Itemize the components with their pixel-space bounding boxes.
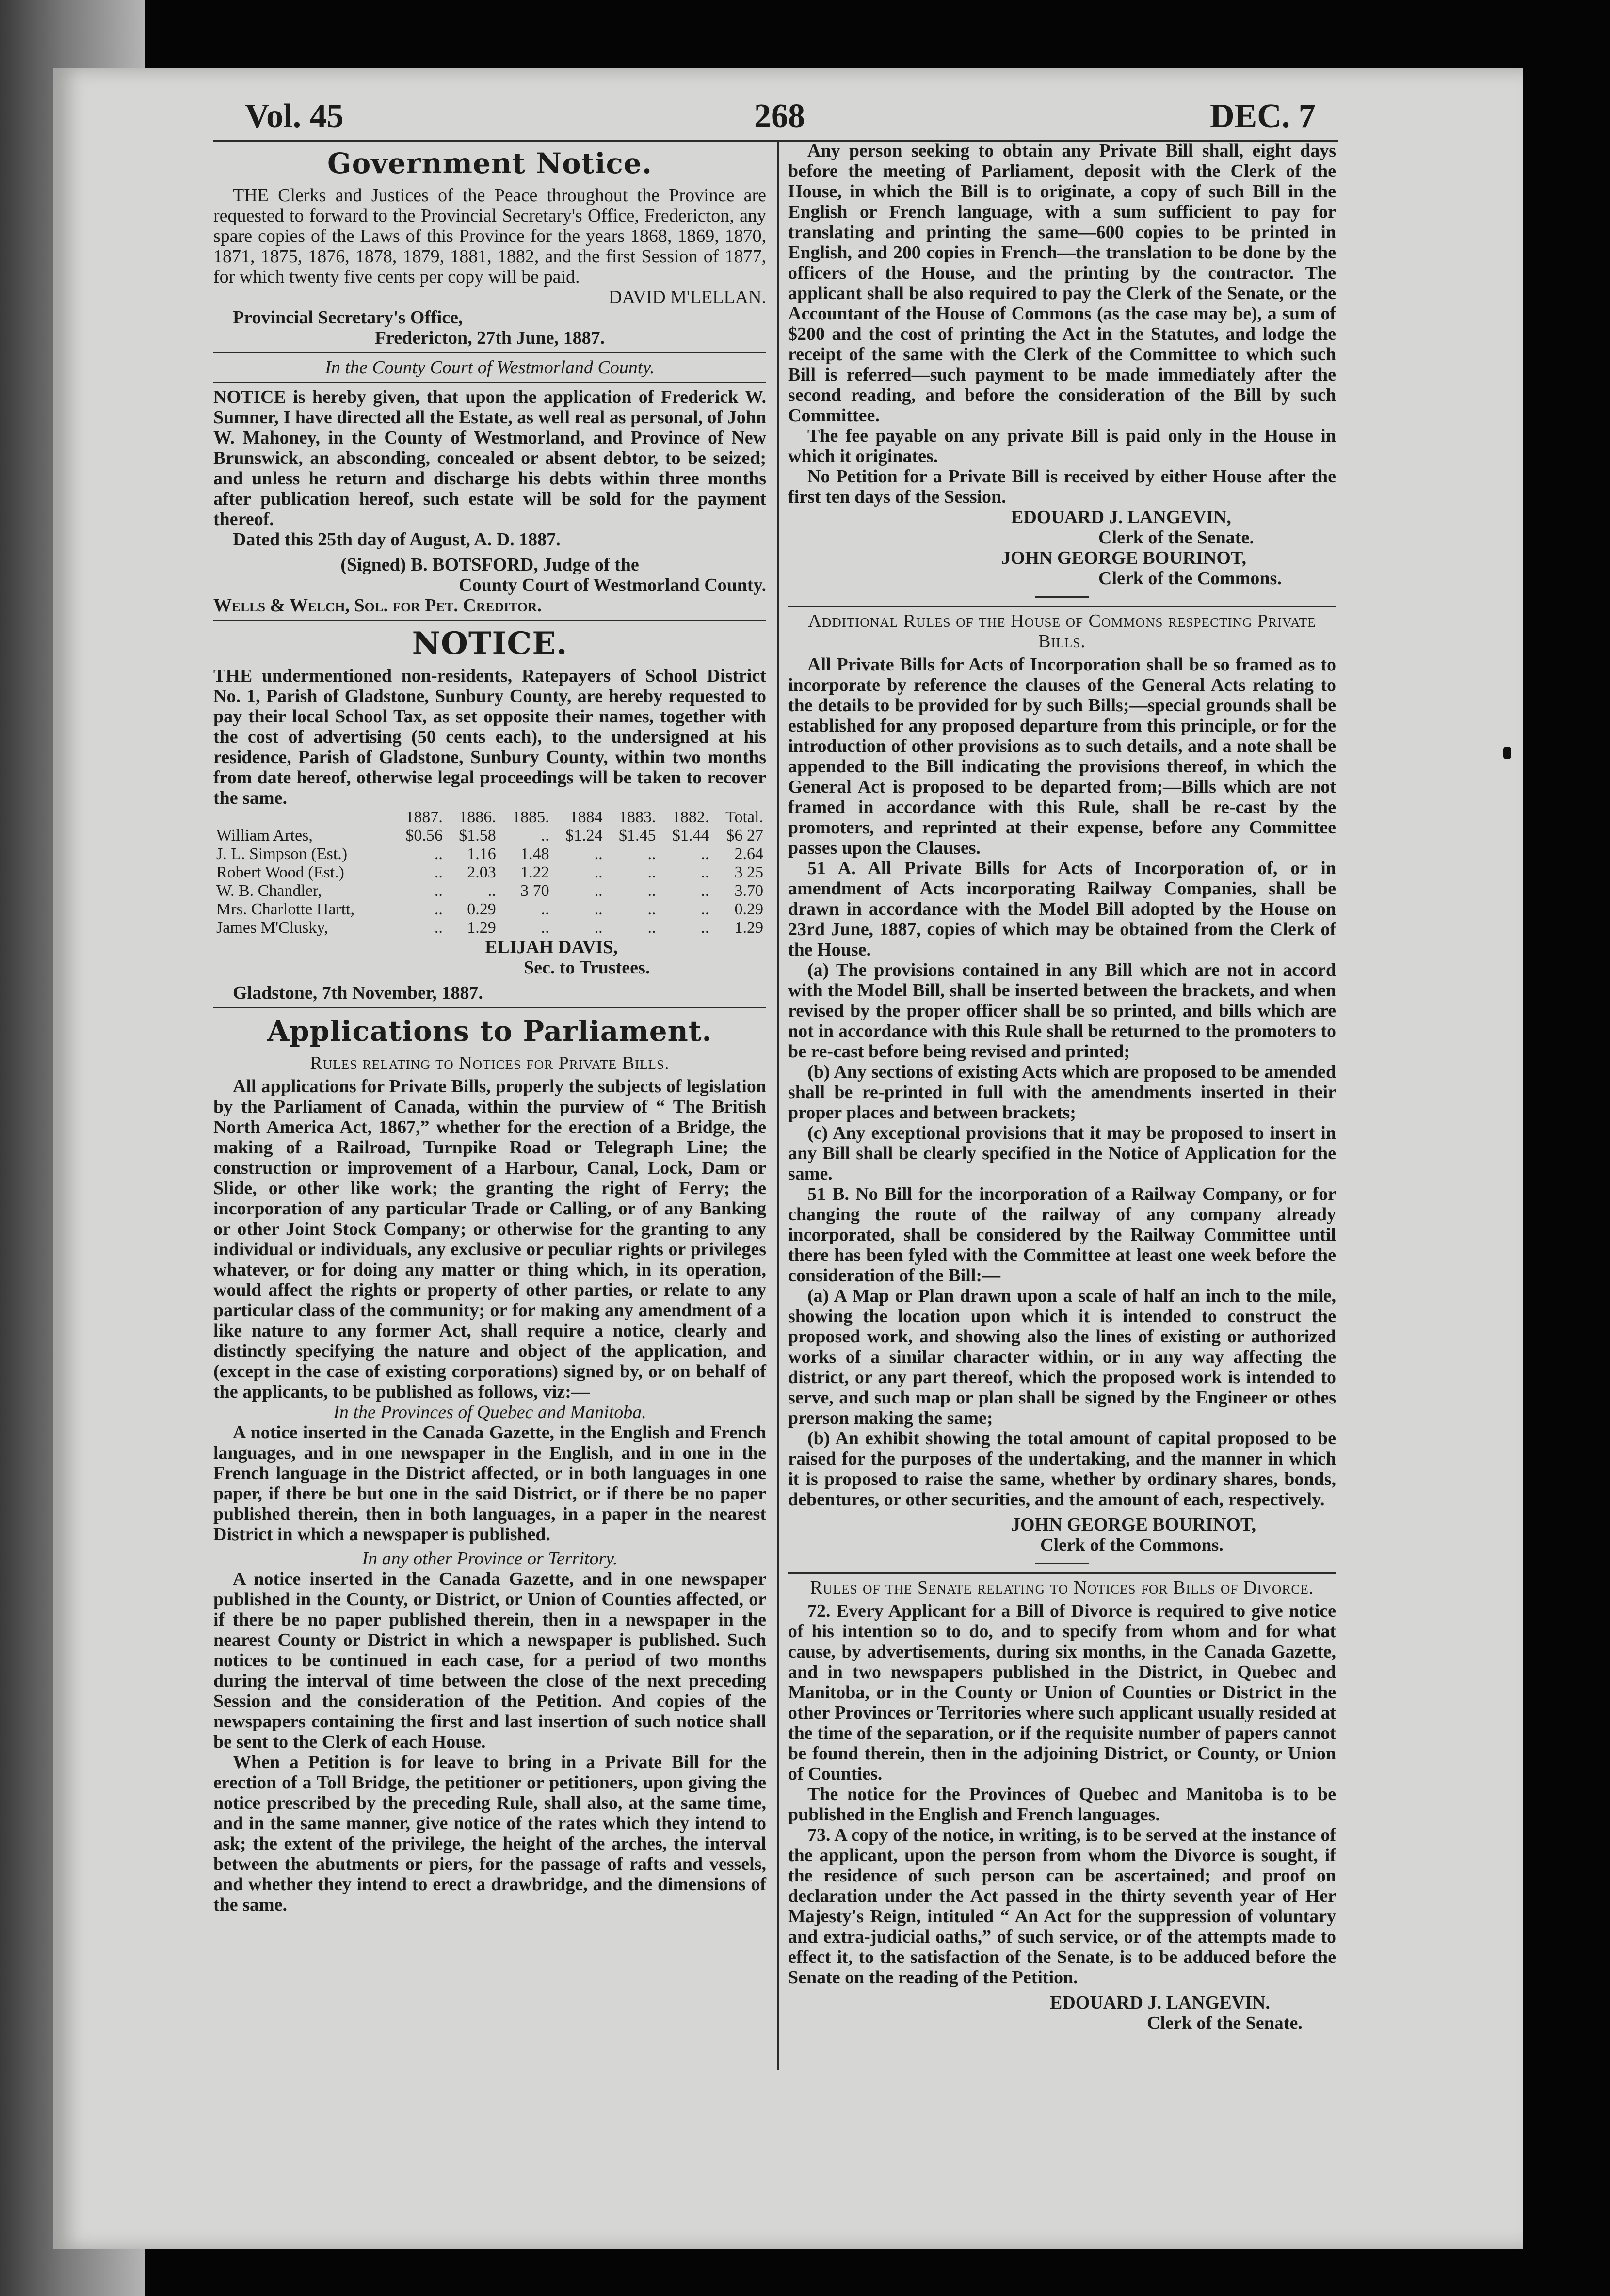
tax-table-row [213,827,766,845]
commons-clerk-signature: JOHN GEORGE BOURINOT, [1001,548,1246,568]
tax-amount: .. [434,845,443,863]
commons-clerk-title: Clerk of the Commons. [1098,568,1282,589]
tax-amount: .. [701,845,709,863]
rule-51b: 51 B. No Bill for the incorporation of a Railway Company, or for changing the route of the railway of any company already incorporated, shall be considered by the Railway Committee until there has been fyled with the Committee at least one week before the consideration of the Bill:— [788,1184,1336,1286]
tax-amount: .. [647,900,656,918]
tax-notice-place-date: Gladstone, 7th November, 1887. [233,983,483,1003]
tax-column-header [213,808,392,827]
court-notice-signed-title: County Court of Westmorland County. [459,575,766,595]
additional-rules-heading: Additional Rules of the House of Commons respecting Private Bills. [808,611,1316,652]
section-rule [788,1572,1336,1574]
tax-amount: .. [541,827,549,845]
rule-51b-a: (a) A Map or Plan drawn upon a scale of half an inch to the mile, showing the location upon which it is intended to construct the proposed work, and showing also the lines of existing or authorized works of a similar character within, or in any way affecting the district, or any part thereof, which the proposed work is intended to serve, and such map or plan shall be signed by the Engineer or othes prerson making the same; [788,1286,1336,1428]
additional-rule-paragraph: All Private Bills for Acts of Incorporation shall be so framed as to incorporate by reference the clauses of the General Acts relating to the details to be provided for by such Bills;—special grounds shall be established for any proposed departure from this principle, or for the introduction of other provisions as to such details, and a note shall be appended to the Bill indicating the provisions thereof, in which the General Act is proposed to be departed from;—Bills which are not framed in accordance with this Rule, shall be re-cast by the promoters, and reprinted at their expense, before any Committee passes upon the Clauses. [788,654,1336,858]
ratepayer-name: J. L. Simpson (Est.) [216,845,348,863]
tax-amount: 2.64 [734,845,763,863]
page-number: 268 [754,97,805,135]
senate-clerk-title: Clerk of the Senate. [1098,527,1254,548]
senate-rule-72: 72. Every Applicant for a Bill of Divorce is required to give notice of his intention so to do, and to specify from whom and for what cause, by advertisements, during six months, in the Canada Gazette, and in two newspapers published in the District, in Quebec and Manitoba, or in the County or Union of Counties or District in the other Provinces or Territories where such applicant usually resided at the time of the separation, or if the requisite number of papers cannot be found therein, then in the adjoining District, or County, or Union of Counties. [788,1601,1336,1784]
court-notice-body: NOTICE is hereby given, that upon the application of Frederick W. Sumner, I have directed all the Estate, as well real as personal, of John W. Mahoney, in the County of Westmorland, and Province of New Brunswick, an absconding, concealed or absent debtor, to be seized; and unless he return and discharge his debts within three months after publication hereof, such estate will be sold for the payment thereof. [213,387,766,529]
left-column [213,141,766,2099]
tax-amount: $6 27 [726,827,763,845]
ratepayer-name: Robert Wood (Est.) [216,863,344,881]
tax-amount: .. [701,919,709,937]
ratepayer-name: Mrs. Charlotte Hartt, [216,900,355,918]
section-rule [213,382,766,383]
tax-amount: .. [594,900,603,918]
column-divider [777,141,779,2070]
tax-table-row [213,863,766,882]
tax-amount: 1.48 [520,845,549,863]
tax-amount: 1.16 [467,845,496,863]
separator-dash [1035,1563,1089,1564]
tax-column-header: 1884 [569,808,603,826]
tax-amount: .. [487,882,496,900]
tax-amount: 3 25 [734,863,763,881]
tax-column-header: Total. [725,808,763,826]
tax-amount: .. [434,919,443,937]
court-notice-heading: In the County Court of Westmorland County. [325,357,655,378]
tax-amount: .. [594,882,603,900]
rule-51b-b: (b) An exhibit showing the total amount of capital proposed to be raised for the purposes of the undertaking, and the manner in which it is proposed to raise the same, whether by ordinary shares, bonds, debentures, or other securities, and the amount of each, respectively. [788,1428,1336,1510]
tax-amount: 3.70 [734,882,763,900]
gov-notice-title: Government Notice. [327,147,652,180]
tax-amount: .. [701,900,709,918]
ratepayer-name: William Artes, [216,827,313,845]
tax-amount: .. [701,863,709,881]
applications-subheading-1: In the Provinces of Quebec and Manitoba. [333,1402,646,1422]
tax-amount: .. [647,863,656,881]
commons-clerk-title-2: Clerk of the Commons. [1040,1535,1224,1555]
gov-notice-body: THE Clerks and Justices of the Peace throughout the Province are requested to forward to the Provincial Secretary's Office, Fredericton, any spare copies of the Laws of this Province for the years 1868, 1869, 1870, 1871, 1875, 1876, 1878, 1879, 1881, 1882, and the first Session of 1877, for which twenty five cents per copy will be paid. [213,185,766,287]
fee-paragraph: The fee payable on any private Bill is paid only in the House in which it originates. [788,426,1336,466]
tax-column-header: 1887. [405,808,443,826]
tax-table-row [213,919,766,937]
rule-51a-b: (b) Any sections of existing Acts which are proposed to be amended shall be re-printed in full with the amendments inserted in their proper places and between brackets; [788,1062,1336,1123]
tax-notice-signature: ELIJAH DAVIS, [485,937,618,957]
senate-clerk-signature: EDOUARD J. LANGEVIN, [1011,507,1231,527]
tax-table-row [213,845,766,863]
section-rule [213,620,766,621]
tax-amount: .. [541,900,549,918]
volume-number: Vol. 45 [245,97,344,135]
section-rule [213,1007,766,1008]
tax-amount: 1.22 [520,863,549,881]
court-notice-dated: Dated this 25th day of August, A. D. 1887. [233,529,561,550]
deposit-paragraph: Any person seeking to obtain any Private Bill shall, eight days before the meeting of Parliament, deposit with the Clerk of the House, in which the Bill is to originate, a copy of such Bill in the English or French language, with a sum sufficient to pay for translating and printing the same—600 copies to be printed in English, and 200 copies in French—the translation to be done by the officers of the House, and the printing by the contractor. The applicant shall be also required to pay the Clerk of the Senate, or the Accountant of the House of Commons (as the case may be), a sum of $200 and the cost of printing the Act in the Statutes, and lodge the receipt of the same with the Clerk of the Committee to which such Bill is referred—such payment to be made immediately after the second reading, and before the consideration of the Bill by such Committee. [788,141,1336,426]
tax-amount: $1.44 [672,827,709,845]
tax-amount: 1.29 [467,919,496,937]
tax-amount: .. [434,900,443,918]
senate-notice-languages: The notice for the Provinces of Quebec and Manitoba is to be published in the English and French languages. [788,1784,1336,1825]
applications-title: Applications to Parliament. [267,1015,712,1048]
tax-amount: .. [434,882,443,900]
tax-column-header: 1885. [512,808,549,826]
tax-notice-signature-title: Sec. to Trustees. [524,957,650,978]
tax-amount: $0.56 [405,827,443,845]
tax-column-header: 1882. [672,808,709,826]
court-notice-signed: (Signed) B. BOTSFORD, Judge of the [340,555,639,575]
gov-notice-signature: DAVID M'LELLAN. [609,287,766,307]
tax-column-header: 1883. [618,808,656,826]
tax-table-row [213,900,766,919]
tax-amount: 0.29 [734,900,763,918]
tax-amount: 3 70 [520,882,549,900]
ratepayer-name: W. B. Chandler, [216,882,322,900]
commons-clerk-signature-2: JOHN GEORGE BOURINOT, [1011,1515,1256,1535]
tax-amount: $1.58 [459,827,496,845]
tax-amount: 1.29 [734,919,763,937]
rules-heading: Rules relating to Notices for Private Bills. [310,1053,670,1073]
tax-amount: .. [541,919,549,937]
applications-paragraph-3: A notice inserted in the Canada Gazette, and in one newspaper published in the County, or District, or Union of Counties affected, or if there be no paper published therein, then in a newspaper in the nearest County or District in which a newspaper is published. Such notices to be continued in each case, for a period of two months during the interval of time between the close of the next preceding Session and the consideration of the Petition. And copies of the newspapers containing the first and last insertion of such notice shall be sent to the Clerk of each House. [213,1569,766,1752]
gov-notice-office: Provincial Secretary's Office, [233,307,463,328]
tax-table-row [213,882,766,900]
tax-amount: .. [594,863,603,881]
applications-paragraph-2: A notice inserted in the Canada Gazette, in the English and French languages, and in one newspaper in the English, and in one in the French language in the District affected, or in both languages in one paper, if there be but one in the said District, or if there be no paper published therein, then in both languages, in a paper in the nearest District in which a newspaper is published. [213,1422,766,1545]
senate-rules-heading: Rules of the Senate relating to Notices for Bills of Divorce. [810,1578,1314,1598]
court-notice-solicitor: Wells & Welch, Sol. for Pet. Creditor. [213,595,542,616]
right-column [788,141,1336,2099]
senate-rule-73: 73. A copy of the notice, in writing, is to be served at the instance of the applicant, upon the person from whom the Divorce is sought, if the residence of such person can be ascertained; and proof on declaration under the Act passed in the thirty seventh year of Her Majesty's Reign, intituled “ An Act for the suppression of voluntary and extra-judicial oaths,” of such service, or of the attempts made to effect it, to the satisfaction of the Senate, is to be adduced before the Senate on the reading of the Petition. [788,1825,1336,1988]
senate-clerk-title-2: Clerk of the Senate. [1147,2013,1303,2033]
separator-dash [1035,596,1089,598]
page-hole [1503,747,1511,759]
gov-notice-place-date: Fredericton, 27th June, 1887. [374,328,605,348]
issue-date: DEC. 7 [1210,97,1316,135]
applications-paragraph-1: All applications for Private Bills, properly the subjects of legislation by the Parliament of Canada, within the purview of “ The British North America Act, 1867,” whether for the erection of a Bridge, the making of a Railroad, Turnpike Road or Telegraph Line; the construction or improvement of a Harbour, Canal, Lock, Dam or Slide, or other like work; the granting the right of Ferry; the incorporation of any particular Trade or Calling, or of any Banking or other Joint Stock Company; or otherwise for the granting to any individual or individuals, any exclusive or peculiar rights or privileges whatever, or for doing any matter or thing which, in its operation, would affect the rights or property of other parties, or relate to any particular class of the community; or for making any amendment of a like nature to any former Act, shall require a notice, clearly and distinctly specifying the nature and object of the application, and (except in the case of existing corporations) signed by, or on behalf of the applicants, to be published as follows, viz:— [213,1076,766,1402]
tax-amount: .. [594,845,603,863]
petition-paragraph: No Petition for a Private Bill is received by either House after the first ten days of the Session. [788,466,1336,507]
tax-amount: $1.24 [565,827,603,845]
tax-notice-body: THE undermentioned non-residents, Ratepayers of School District No. 1, Parish of Gladstone, Sunbury County, are hereby requested to pay their local School Tax, as set opposite their names, together with the cost of advertising (50 cents each), to the undersigned at his residence, Parish of Gladstone, Sunbury County, within two months from date hereof, otherwise legal proceedings will be taken to recover the same. [213,666,766,808]
ratepayer-name: James M'Clusky, [216,919,328,937]
tax-table-header-row [213,808,766,827]
senate-clerk-signature-2: EDOUARD J. LANGEVIN. [1050,1993,1270,2013]
tax-amount: .. [701,882,709,900]
tax-amount: .. [647,882,656,900]
rule-51a-a: (a) The provisions contained in any Bill which are not in accord with the Model Bill, shall be inserted between the brackets, and when revised by the proper officer shall be so printed, and bills which are not in accordance with this Rule shall be returned to the promoters to be re-cast before being revised and printed; [788,960,1336,1062]
section-rule [788,606,1336,607]
tax-amount: .. [647,845,656,863]
tax-notice-title: NOTICE. [412,625,568,662]
tax-amount: .. [594,919,603,937]
tax-amount: .. [647,919,656,937]
tax-amount: $1.45 [618,827,656,845]
tax-amount: 0.29 [467,900,496,918]
tax-table [213,808,766,937]
applications-subheading-2: In any other Province or Territory. [362,1548,618,1569]
tax-amount: 2.03 [467,863,496,881]
tax-column-header: 1886. [459,808,496,826]
rule-51a: 51 A. All Private Bills for Acts of Incorporation of, or in amendment of Acts incorporating Railway Companies, shall be drawn in accordance with the Model Bill adopted by the House on 23rd June, 1887, copies of which may be obtained from the Clerk of the House. [788,858,1336,960]
section-rule [213,352,766,353]
tax-amount: .. [434,863,443,881]
rule-51a-c: (c) Any exceptional provisions that it may be proposed to insert in any Bill shall be clearly specified in the Notice of Application for the same. [788,1123,1336,1184]
applications-paragraph-4: When a Petition is for leave to bring in a Private Bill for the erection of a Toll Bridge, the petitioner or petitioners, upon giving the notice prescribed by the preceding Rule, shall also, at the same time, and in the same manner, give notice of the rates which they intend to ask; the extent of the privilege, the height of the arches, the interval between the abutments or piers, for the passage of rafts and vessels, and whether they intend to erect a drawbridge, and the dimensions of the same. [213,1752,766,1915]
